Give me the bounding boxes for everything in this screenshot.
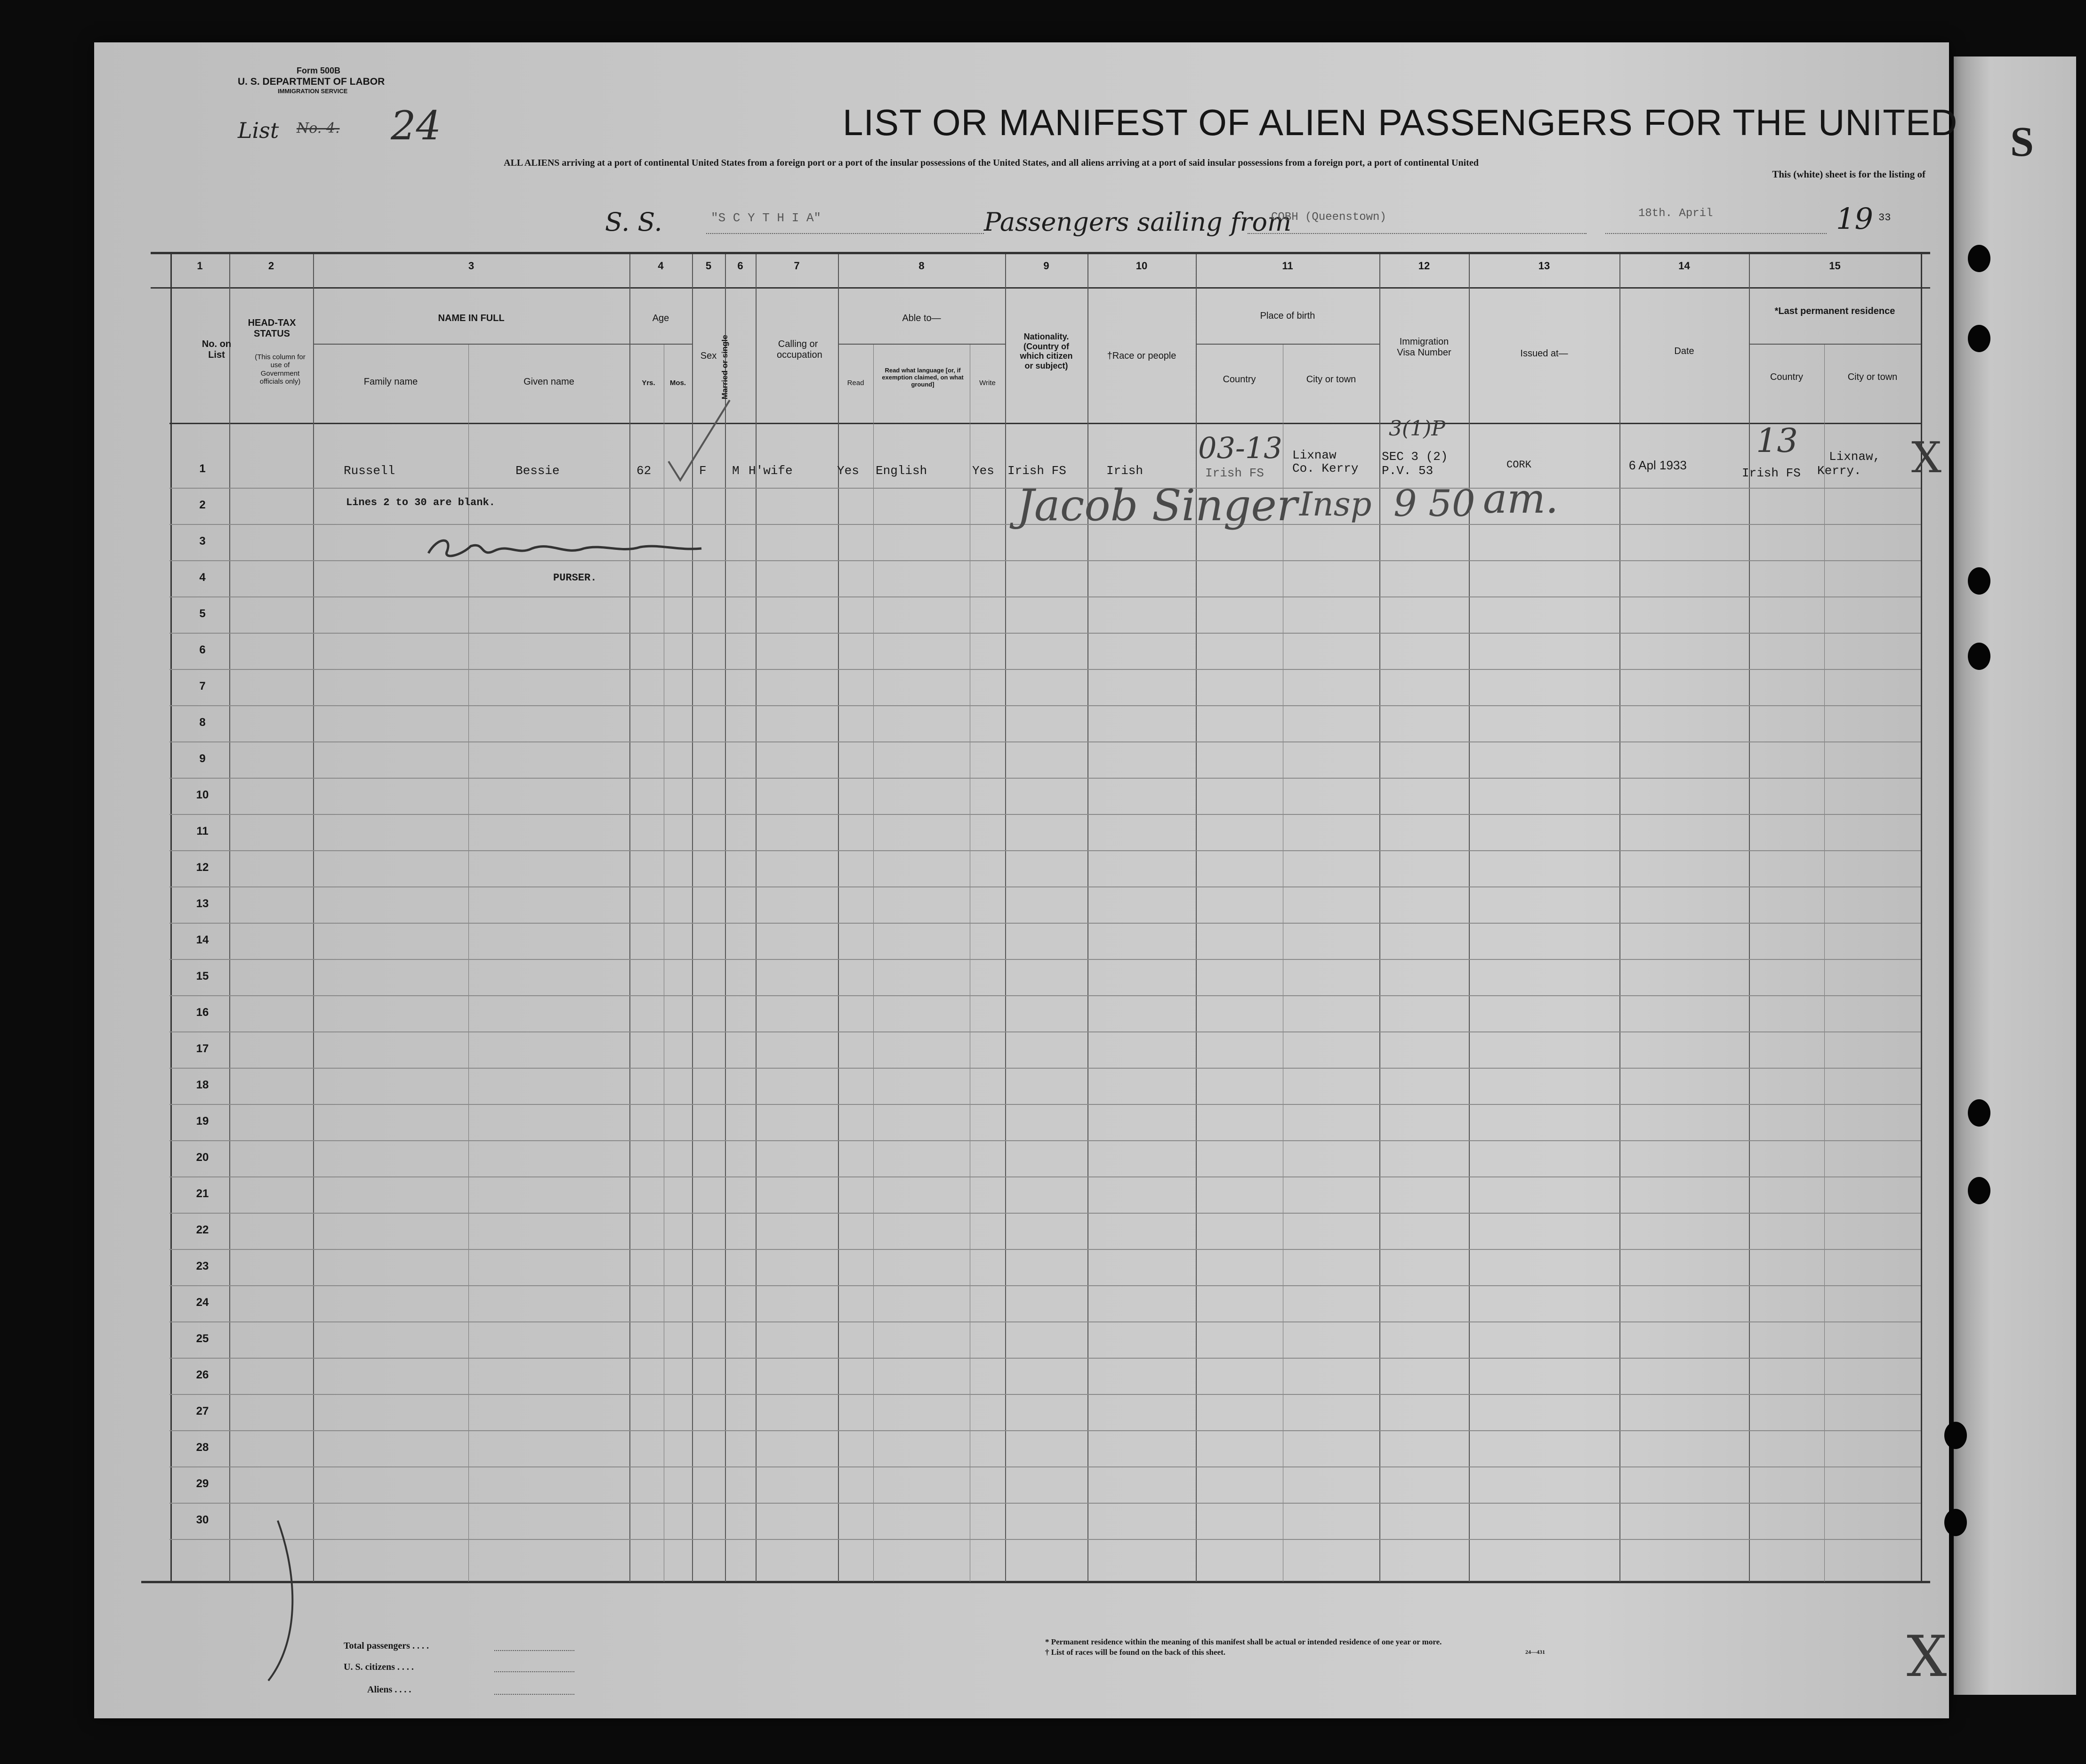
header-mos: Mos. [669,379,686,387]
sailing-date: 18th. April [1638,207,1713,220]
column-number: 4 [658,260,664,272]
entry-issue-date: 6 Apl 1933 [1629,458,1687,472]
header-res-country: Country [1770,372,1804,382]
row-number: 18 [196,1079,209,1091]
year-suffix: 33 [1878,212,1891,224]
entry-sex: F [699,464,707,478]
header-birth-city: City or town [1306,374,1356,385]
row-number: 6 [199,644,206,656]
row-number: 14 [196,934,209,946]
manifest-subtitle [504,158,1944,180]
header-res-city: City or town [1847,372,1898,382]
column-number: 3 [468,260,475,272]
entry-birth-city-2: Co. Kerry [1292,461,1359,475]
row-number: 1 [199,462,206,475]
column-divider [1619,254,1620,1582]
footer-note-residence: * Permanent residence within the meaning of this manifest shall be actual or intended residence of one year or more. [1045,1637,1442,1646]
row-rule [169,995,1921,996]
header-visa-number: Immigration Visa Number [1397,337,1451,358]
header-yrs: Yrs. [642,379,655,387]
row-rule [169,778,1921,779]
footer-form-code: 24—431 [1525,1649,1545,1655]
birth-subheader-rule [1196,344,1379,345]
ss-label: S. S. [605,207,662,237]
row-number: 26 [196,1369,209,1381]
header-married: Married or single [720,335,730,400]
department-name: U. S. DEPARTMENT OF LABOR [238,76,385,87]
us-citizens-blank [494,1671,574,1672]
footer-aliens: Aliens . . . . [367,1684,411,1695]
column-number: 15 [1829,260,1841,272]
entry-language: English [876,464,927,478]
column-number: 5 [705,260,712,272]
row-rule [169,669,1921,670]
entry-res-country: Irish FS [1742,466,1801,480]
able-subheader-rule [838,344,1005,345]
entry-birth-country: Irish FS [1205,466,1264,480]
row-rule [169,923,1921,924]
subtitle-line-2: This (white) sheet is for the listing of [1772,169,1925,180]
entry-issued-at: CORK [1506,459,1531,471]
sailing-from-label: Passengers sailing from [984,207,1292,237]
row-rule [169,1503,1921,1504]
column-number: 2 [268,260,274,272]
ship-name: "S C Y T H I A" [711,211,822,225]
column-number: 10 [1136,260,1148,272]
row-number: 19 [196,1115,209,1128]
header-date: Date [1674,346,1694,356]
handwritten-inspector-title: Insp [1299,485,1372,524]
header-able-to: Able to— [902,313,941,323]
entry-res-city: Lixnaw, [1829,450,1881,464]
column-divider [838,254,839,1582]
row-number: 17 [196,1042,209,1055]
header-write: Write [979,379,996,387]
header-given-name: Given name [524,377,574,387]
header-nationality: Nationality. (Country of which citizen or subject) [1020,332,1073,371]
handwritten-time: 9 50 [1393,483,1475,525]
footer-us-citizens: U. S. citizens . . . . [344,1662,414,1672]
entry-read: Yes [837,464,859,478]
row-rule [169,1466,1921,1467]
row-rule [169,1358,1921,1359]
header-race: †Race or people [1107,351,1176,361]
departure-port: COBH (Queenstown) [1271,211,1386,224]
pencil-bracket-mark [259,1516,344,1685]
row-rule [169,814,1921,815]
adjacent-sheet-letter: S [2010,119,2034,165]
handwritten-visa-note: 3(1)P [1389,417,1445,441]
row-number: 25 [196,1332,209,1345]
row-number: 4 [199,571,206,584]
column-number: 9 [1043,260,1049,272]
handwritten-birth-note: 03-13 [1198,431,1282,465]
column-divider [756,254,757,1582]
entry-visa-line-2: P.V. 53 [1382,464,1434,478]
row-number: 8 [199,716,206,729]
entry-visa-line-1: SEC 3 (2) [1382,450,1448,464]
column-number: 6 [737,260,743,272]
column-number: 1 [197,260,203,272]
row-number: 30 [196,1514,209,1526]
subtitle-line-1: ALL ALIENS arriving at a port of continental United States from a foreign port or a port of the insular possessions of the United States, and all aliens arriving at a port of said insular possessions from a foreign port, a port of continental United [504,158,1479,168]
punch-hole [1944,1422,1967,1449]
header-issued-at: Issued at— [1520,348,1568,359]
row-rule [169,1321,1921,1322]
blank-lines-note: Lines 2 to 30 are blank. [346,497,495,508]
handwritten-residence-note: 13 [1756,421,1798,460]
row-number: 12 [196,861,209,874]
row-rule [169,1539,1921,1540]
table-top-border [151,252,1930,254]
footer-note-races: † List of races will be found on the back of this sheet. [1045,1648,1225,1657]
row-number: 3 [199,535,206,548]
column-number: 12 [1418,260,1430,272]
form-number: Form 500B [297,66,341,75]
punch-hole [1968,643,1990,670]
punch-hole [1944,1509,1967,1536]
row-number: 24 [196,1296,209,1309]
column-number-divider [151,287,1930,289]
row-rule [169,850,1921,851]
column-number: 8 [918,260,925,272]
header-head-tax-note: (This column for use of Government officials only) [255,353,306,386]
row-number: 9 [199,752,206,765]
header-place-of-birth: Place of birth [1260,311,1315,321]
service-name: IMMIGRATION SERVICE [278,88,348,95]
column-divider [229,254,230,1582]
row-rule [169,1176,1921,1177]
punch-hole [1968,1177,1990,1204]
header-family-name: Family name [363,377,418,387]
list-number-struck: No. 4. [297,120,340,137]
header-no-on-list: No. on List [201,339,232,360]
row-number: 15 [196,970,209,983]
header-read: Read [847,379,864,387]
manifest-title: LIST OR MANIFEST OF ALIEN PASSENGERS FOR THE UNITED [843,102,1958,143]
row-rule [169,1394,1921,1395]
column-divider [1749,254,1750,1582]
header-calling: Calling or occupation [777,339,822,360]
row-rule [169,705,1921,706]
row-number: 10 [196,789,209,801]
column-divider [873,344,874,1582]
row-number: 2 [199,499,206,511]
column-divider [1087,254,1088,1582]
header-birth-country: Country [1223,374,1256,385]
punch-hole [1968,567,1990,595]
row-rule [169,1104,1921,1105]
purser-signature [424,527,711,570]
column-number: 7 [794,260,800,272]
header-name-in-full: NAME IN FULL [438,313,505,323]
row-rule [169,633,1921,634]
header-bottom-border [169,423,1921,424]
ship-name-underline [706,233,984,234]
column-number: 13 [1538,260,1550,272]
header-age: Age [652,313,669,323]
punch-hole [1968,245,1990,272]
row-number: 5 [199,607,206,620]
purser-label: PURSER. [553,572,597,584]
entry-nationality: Irish FS [1007,464,1066,478]
row-number: 16 [196,1006,209,1019]
row-number: 11 [196,825,209,838]
row-rule [169,1249,1921,1250]
row-rule [169,741,1921,742]
row-number: 13 [196,897,209,910]
row-rule [169,596,1921,597]
row-rule [169,1140,1921,1141]
entry-birth-city: Lixnaw [1292,448,1337,462]
adjacent-sheet-edge [1954,56,2076,1695]
entry-occupation: H'wife [749,464,793,478]
column-number: 11 [1282,260,1293,272]
list-number-handwritten: 24 [391,103,441,149]
age-subheader-rule [629,344,692,345]
year-prefix: 19 [1836,201,1873,236]
punch-hole [1968,325,1990,352]
handwritten-am: am. [1483,475,1559,523]
row-rule [169,1068,1921,1069]
header-head-tax: HEAD-TAX STATUS [248,318,296,339]
row-number: 28 [196,1441,209,1454]
row-number: 7 [199,680,206,693]
entry-family-name: Russell [344,464,395,478]
row-rule [169,959,1921,960]
row-number: 22 [196,1224,209,1236]
residence-subheader-rule [1749,344,1921,345]
entry-race: Irish [1106,464,1144,478]
column-divider [629,254,630,1582]
row-number: 23 [196,1260,209,1273]
aliens-blank [494,1694,574,1695]
column-divider [1196,254,1197,1582]
row-rule [169,1430,1921,1431]
entry-given-name: Bessie [515,464,560,478]
row-number: 20 [196,1151,209,1164]
column-divider [1824,344,1825,1582]
header-last-residence: *Last permanent residence [1774,306,1895,316]
column-divider [1005,254,1006,1582]
list-label: List [238,118,279,143]
column-divider [1469,254,1470,1582]
total-passengers-blank [494,1650,574,1651]
handwritten-x-mark-bottom: X [1907,1624,1947,1690]
header-sex: Sex [700,351,717,361]
column-divider [1379,254,1380,1582]
check-mark [659,395,734,485]
entry-write: Yes [972,464,994,478]
column-divider [313,254,314,1582]
handwritten-x-mark: X [1911,433,1942,483]
row-rule [169,1031,1921,1032]
punch-hole [1968,1099,1990,1127]
row-rule [169,1213,1921,1214]
header-read-language: Read what language [or, if exemption claimed, on what ground] [882,367,964,388]
row-number: 27 [196,1405,209,1418]
row-number: 29 [196,1477,209,1490]
entry-married: M [732,464,740,478]
entry-age: 62 [636,464,652,478]
name-subheader-rule [313,344,629,345]
row-rule [169,886,1921,887]
port-underline [1248,233,1587,234]
row-number: 21 [196,1187,209,1200]
entry-res-city-2: Kerry. [1817,464,1861,478]
footer-total-passengers: Total passengers . . . . [344,1641,429,1651]
column-divider [170,254,172,1582]
table-bottom-border [141,1581,1930,1583]
column-number: 14 [1678,260,1690,272]
row-rule [169,1285,1921,1286]
date-underline [1605,233,1827,234]
handwritten-inspector-signature: Jacob Singer [1017,480,1297,531]
